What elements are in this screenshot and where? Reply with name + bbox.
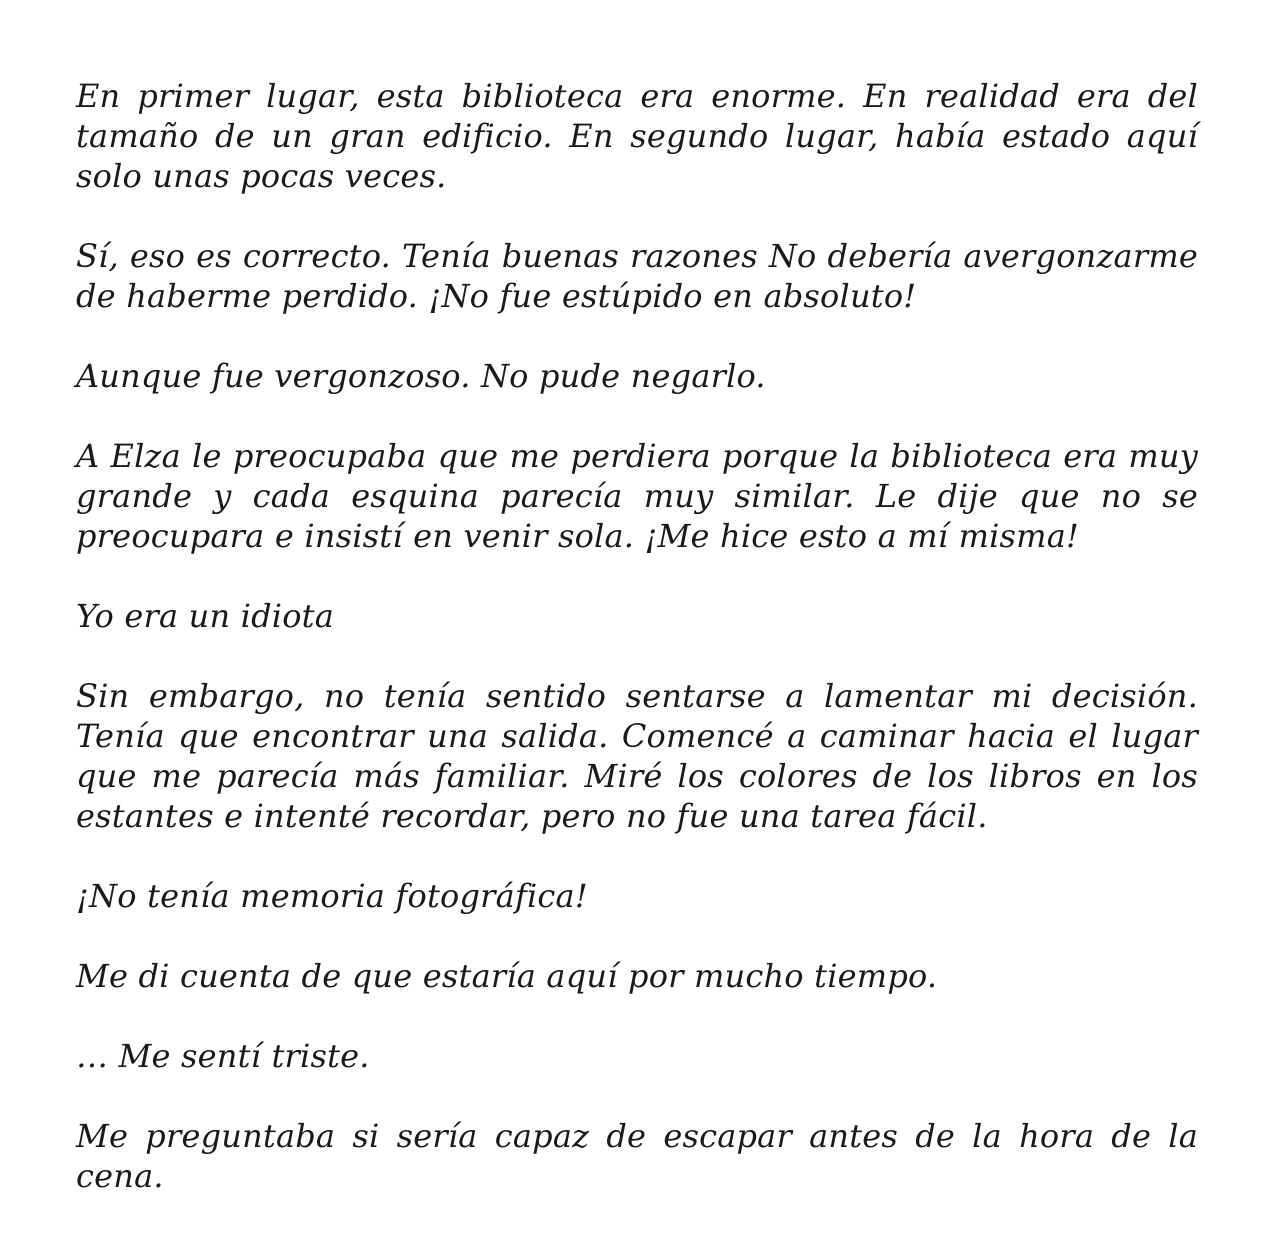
paragraph-7: ¡No tenía memoria fotográfica! xyxy=(76,877,588,915)
paragraph-8: Me di cuenta de que estaría aquí por mucho tiempo. xyxy=(76,957,938,995)
paragraph-5: Yo era un idiota xyxy=(76,597,335,635)
paragraph-1: En primer lugar, esta biblioteca era enorme. En realidad era del tamaño de un gran edificio. En segundo lugar, había estado aquí solo unas pocas veces. xyxy=(76,77,1198,195)
paragraph-6: Sin embargo, no tenía sentido sentarse a lamentar mi decisión. Tenía que encontrar una salida. Comencé a caminar hacia el lugar que me parecía más familiar. Miré los colores de los libros en los estantes e intenté recordar, pero no fue una tarea fácil. xyxy=(76,677,1198,835)
paragraph-4: A Elza le preocupaba que me perdiera porque la biblioteca era muy grande y cada esquina parecía muy similar. Le dije que no se preocupara e insistí en venir sola. ¡Me hice esto a mí misma! xyxy=(76,437,1198,555)
paragraph-3: Aunque fue vergonzoso. No pude negarlo. xyxy=(76,357,766,395)
paragraph-2: Sí, eso es correcto. Tenía buenas razones No debería avergonzarme de haberme perdido. ¡No fue estúpido en absoluto! xyxy=(76,237,1198,315)
paragraph-10: Me preguntaba si sería capaz de escapar antes de la hora de la cena. xyxy=(76,1117,1198,1195)
paragraph-9: … Me sentí triste. xyxy=(76,1037,370,1075)
document-body xyxy=(76,76,1198,1196)
